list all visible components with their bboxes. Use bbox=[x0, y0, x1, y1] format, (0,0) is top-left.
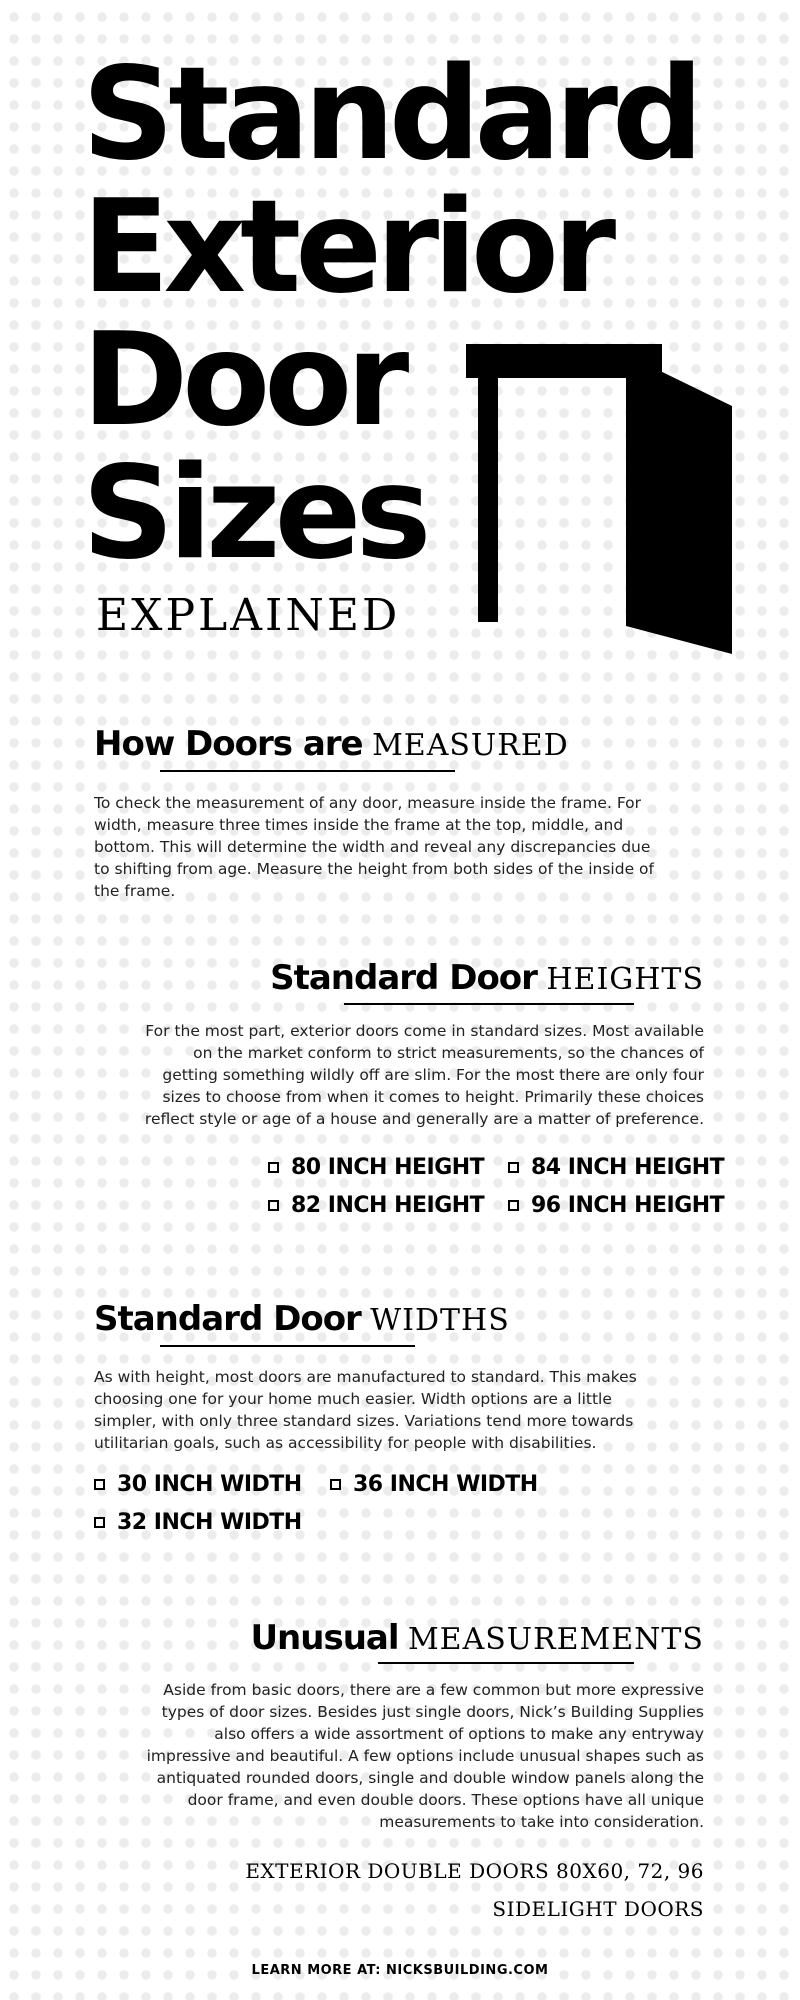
measured-paragraph: To check the measurement of any door, measure inside the frame. For width, measure three times inside the frame at the top, middle, and bottom. This will determine the width and reveal any discrepancies due to shifting from age. Measure the height from both sides of the inside of the frame. bbox=[94, 794, 654, 900]
measured-heading: How Doors are MEASURED bbox=[94, 724, 569, 764]
title-line-4: Sizes bbox=[82, 439, 426, 588]
double-doors-line: EXTERIOR DOUBLE DOORS 80X60, 72, 96 bbox=[245, 1859, 704, 1883]
height-option-96: 96 INCH HEIGHT bbox=[508, 1193, 724, 1218]
title-subtitle: EXPLAINED bbox=[96, 590, 401, 641]
title-line-2: Exterior bbox=[82, 173, 611, 322]
width-option-36: 36 INCH WIDTH bbox=[330, 1472, 538, 1497]
widths-heading: Standard Door WIDTHS bbox=[94, 1299, 510, 1339]
unusual-underline bbox=[378, 1662, 634, 1664]
sidelight-doors-line: SIDELIGHT DOORS bbox=[492, 1897, 704, 1921]
widths-paragraph: As with height, most doors are manufactured to standard. This makes choosing one for your home much easier. Width options are a little simpler, with only three standard sizes. Variations tend more towards utilitarian goals, such as accessibility for people with disabilities. bbox=[94, 1368, 637, 1452]
checkbox-icon bbox=[330, 1479, 341, 1490]
widths-underline bbox=[160, 1345, 415, 1347]
unusual-heading: Unusual MEASUREMENTS bbox=[250, 1618, 704, 1658]
checkbox-icon bbox=[508, 1200, 519, 1211]
width-option-32: 32 INCH WIDTH bbox=[94, 1510, 302, 1535]
checkbox-icon bbox=[94, 1517, 105, 1528]
measured-underline bbox=[160, 770, 455, 772]
height-option-82: 82 INCH HEIGHT bbox=[268, 1193, 484, 1218]
title-line-3: Door bbox=[82, 306, 404, 455]
checkbox-icon bbox=[94, 1479, 105, 1490]
height-option-84: 84 INCH HEIGHT bbox=[508, 1155, 724, 1180]
heights-paragraph: For the most part, exterior doors come in standard sizes. Most available on the market conform to strict measurements, so the chances of getting something wildly off are slim. For the most there are only four sizes to choose from when it comes to height. Primarily these choices reflect style or age of a house and generally are a matter of preference. bbox=[144, 1022, 704, 1128]
checkbox-icon bbox=[268, 1162, 279, 1173]
checkbox-icon bbox=[268, 1200, 279, 1211]
open-door-icon bbox=[462, 340, 742, 660]
width-option-30: 30 INCH WIDTH bbox=[94, 1472, 302, 1497]
height-option-80: 80 INCH HEIGHT bbox=[268, 1155, 484, 1180]
heights-heading: Standard Door HEIGHTS bbox=[270, 958, 704, 998]
checkbox-icon bbox=[508, 1162, 519, 1173]
title-line-1: Standard bbox=[82, 40, 698, 189]
heights-underline bbox=[344, 1003, 634, 1005]
unusual-paragraph: Aside from basic doors, there are a few common but more expressive types of door sizes. Besides just single doors, Nick’s Building Supplies also offers a wide assortment of options to make any entryway impressive and beautiful. A few options include unusual shapes such as antiquated rounded doors, single and double window panels along the door frame, and even double doors. These options have all unique measurements to take into consideration. bbox=[146, 1681, 704, 1831]
footer-learn-more: LEARN MORE AT: NICKSBUILDING.COM bbox=[251, 1963, 549, 1978]
